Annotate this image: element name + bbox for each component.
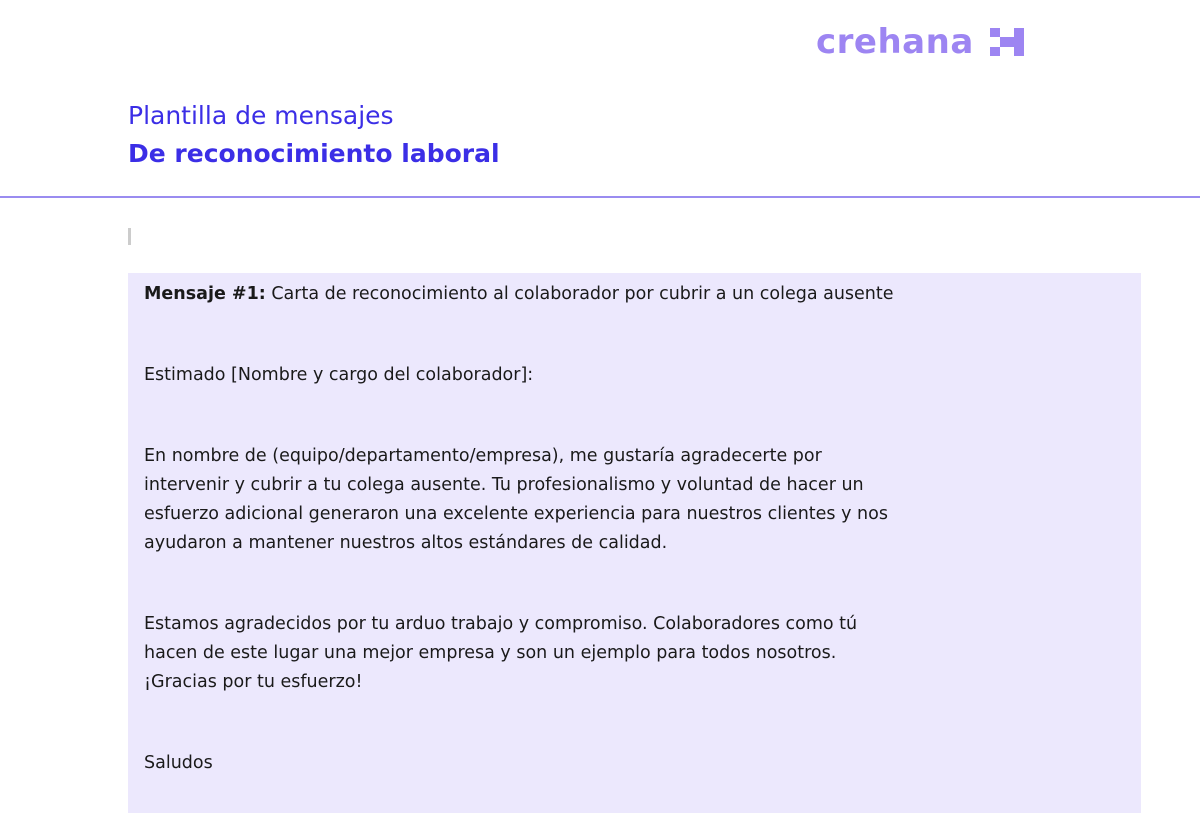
logo-text: crehana (816, 22, 974, 62)
message-label: Mensaje #1: (144, 284, 266, 304)
message-heading-text: Carta de reconocimiento al colaborador por cubrir a un colega ausente (265, 284, 894, 304)
document-subtitle: Plantilla de mensajes (128, 101, 394, 130)
paragraph-1-line: esfuerzo adicional generaron una excelente experiencia para nuestros clientes y nos (144, 504, 888, 524)
paragraph-1-line: En nombre de (equipo/departamento/empresa), me gustaría agradecerte por (144, 446, 822, 466)
paragraph-1-line: intervenir y cubrir a tu colega ausente. Tu profesionalismo y voluntad de hacer un (144, 475, 864, 495)
crehana-logo-icon (990, 28, 1024, 56)
crehana-logo (816, 22, 1024, 62)
message-heading (144, 280, 1134, 309)
message-content[interactable] (144, 280, 1134, 778)
document-title: De reconocimiento laboral (128, 139, 500, 168)
paragraph-2-line: hacen de este lugar una mejor empresa y son un ejemplo para todos nosotros. (144, 643, 837, 663)
paragraph-2-line: Estamos agradecidos por tu arduo trabajo y compromiso. Colaboradores como tú (144, 614, 858, 634)
paragraph-1-line: ayudaron a mantener nuestros altos estándares de calidad. (144, 533, 668, 553)
header-divider (0, 196, 1200, 198)
text-cursor (128, 228, 131, 245)
message-closing: Saludos (144, 753, 213, 773)
message-greeting: Estimado [Nombre y cargo del colaborador]: (144, 365, 534, 385)
paragraph-2-line: ¡Gracias por tu esfuerzo! (144, 672, 363, 692)
